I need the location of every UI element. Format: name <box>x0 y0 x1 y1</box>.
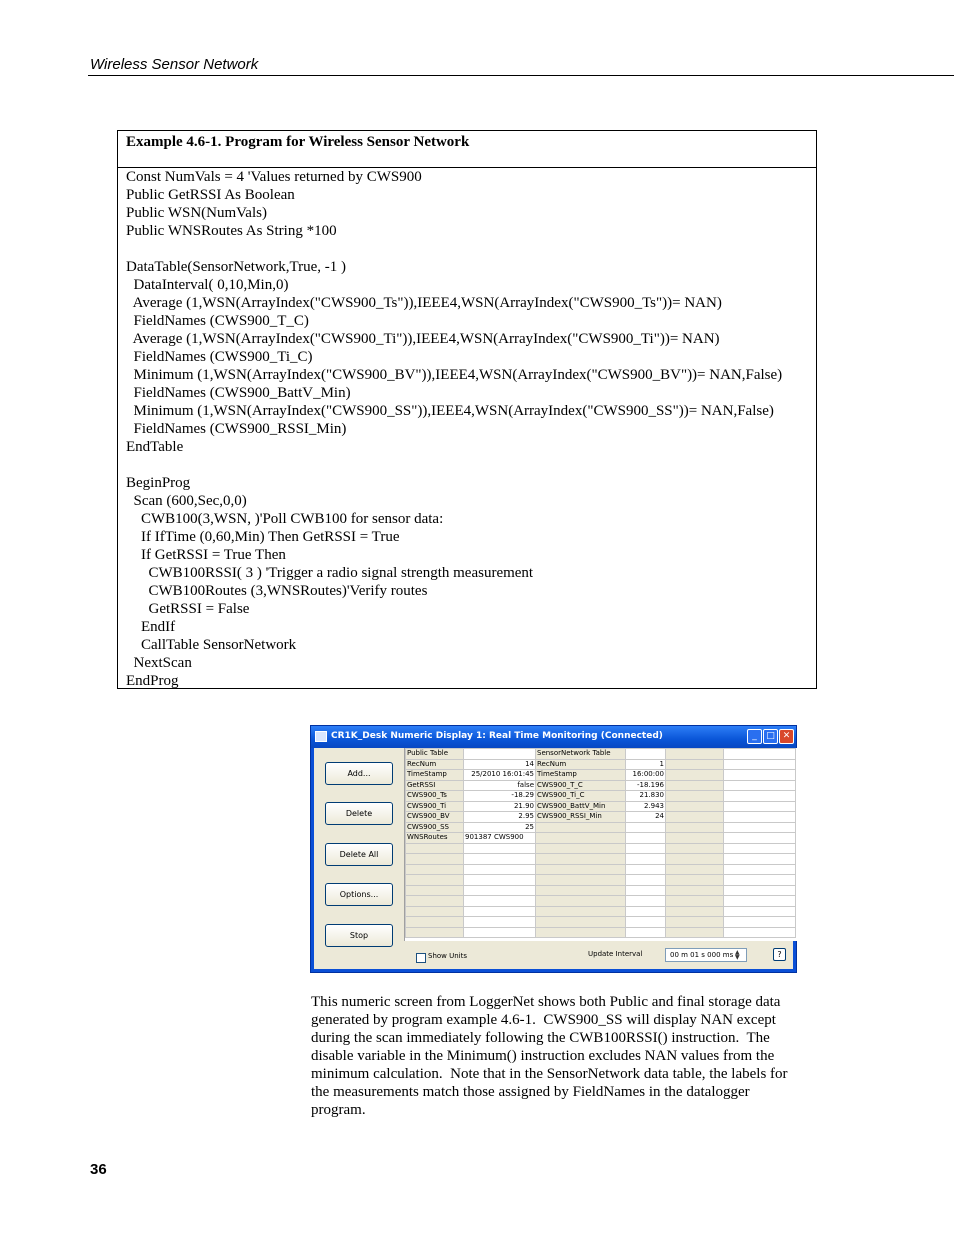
code-line: Average (1,WSN(ArrayIndex("CWS900_Ti")),IEEE4,WSN(ArrayIndex("CWS900_Ti"))= NAN) <box>126 331 720 347</box>
grid-label-cell[interactable] <box>406 917 464 928</box>
grid-value-cell[interactable] <box>724 875 796 886</box>
grid-row <box>406 906 796 917</box>
grid-value-cell[interactable] <box>724 917 796 928</box>
code-line: GetRSSI = False <box>126 601 250 617</box>
figure-caption <box>311 993 811 1119</box>
code-line: EndIf <box>126 619 176 635</box>
code-line: FieldNames (CWS900_Ti_C) <box>126 349 313 365</box>
grid-value-cell[interactable] <box>724 801 796 812</box>
grid-value-cell[interactable] <box>724 906 796 917</box>
grid-value-cell[interactable] <box>464 896 536 907</box>
code-line: Average (1,WSN(ArrayIndex("CWS900_Ts")),IEEE4,WSN(ArrayIndex("CWS900_Ts"))= NAN) <box>126 295 722 311</box>
grid-row <box>406 885 796 896</box>
grid-label-cell[interactable] <box>406 927 464 938</box>
code-line: Public WNSRoutes As String *100 <box>126 223 337 239</box>
minimize-icon[interactable]: _ <box>747 729 762 744</box>
delete-button[interactable]: Delete <box>325 802 393 825</box>
grid-row <box>406 770 796 781</box>
grid-value-cell[interactable]: 2.943 <box>626 801 666 812</box>
grid-label-cell[interactable]: CWS900_RSSI_Min <box>536 812 626 823</box>
grid-row <box>406 749 796 760</box>
code-line: Scan (600,Sec,0,0) <box>126 493 247 509</box>
grid-label-cell[interactable]: RecNum <box>406 759 464 770</box>
caption-line: program. <box>311 1102 366 1118</box>
grid-value-cell[interactable] <box>464 864 536 875</box>
grid-label-cell[interactable] <box>406 843 464 854</box>
update-interval-field[interactable] <box>665 948 747 962</box>
grid-label-cell[interactable]: SensorNetwork Table <box>536 749 626 760</box>
grid-label-cell[interactable] <box>536 906 626 917</box>
grid-row <box>406 875 796 886</box>
stop-button[interactable]: Stop <box>325 924 393 947</box>
grid-label-cell[interactable]: CWS900_Ti <box>406 801 464 812</box>
code-line <box>126 240 816 258</box>
grid-value-cell[interactable] <box>724 896 796 907</box>
grid-label-cell[interactable] <box>406 906 464 917</box>
app-icon <box>315 731 327 742</box>
grid-label-cell[interactable] <box>406 885 464 896</box>
code-line: If IfTime (0,60,Min) Then GetRSSI = True <box>126 529 400 545</box>
grid-value-cell[interactable]: 21.830 <box>626 791 666 802</box>
grid-value-cell[interactable] <box>464 875 536 886</box>
grid-label-cell[interactable] <box>666 822 724 833</box>
grid-label-cell[interactable] <box>666 759 724 770</box>
grid-label-cell[interactable] <box>536 896 626 907</box>
caption-line: the measurements match those assigned by FieldNames in the datalogger <box>311 1084 750 1100</box>
code-line: If GetRSSI = True Then <box>126 547 286 563</box>
grid-label-cell[interactable]: Public Table <box>406 749 464 760</box>
grid-label-cell[interactable] <box>536 854 626 865</box>
window-client <box>314 748 793 969</box>
grid-value-cell[interactable] <box>724 885 796 896</box>
grid-row <box>406 917 796 928</box>
example-box <box>117 130 817 689</box>
grid-value-cell[interactable] <box>626 917 666 928</box>
code-line: CWB100(3,WSN, )'Poll CWB100 for sensor data: <box>126 511 444 527</box>
caption-line: generated by program example 4.6-1. CWS900_SS will display NAN except <box>311 1012 776 1028</box>
grid-label-cell[interactable]: CWS900_T_C <box>536 780 626 791</box>
spinner-icon[interactable]: ▲ ▼ <box>735 949 740 961</box>
close-icon[interactable]: ✕ <box>779 729 794 744</box>
update-interval-label: Update Interval <box>588 950 643 958</box>
grid-value-cell[interactable] <box>626 749 666 760</box>
grid-value-cell[interactable] <box>626 843 666 854</box>
code-line: Public GetRSSI As Boolean <box>126 187 295 203</box>
grid-label-cell[interactable]: GetRSSI <box>406 780 464 791</box>
caption-line: during the scan immediately following the CWB100RSSI() instruction. The <box>311 1030 770 1046</box>
grid-label-cell[interactable] <box>536 917 626 928</box>
grid-value-cell[interactable] <box>464 927 536 938</box>
page-number: 36 <box>90 1161 107 1178</box>
grid-value-cell[interactable] <box>724 843 796 854</box>
code-line: Minimum (1,WSN(ArrayIndex("CWS900_BV")),IEEE4,WSN(ArrayIndex("CWS900_BV"))= NAN,False) <box>126 367 783 383</box>
grid-label-cell[interactable] <box>536 927 626 938</box>
grid-label-cell[interactable] <box>666 749 724 760</box>
code-line: EndProg <box>126 673 179 689</box>
grid-value-cell[interactable] <box>626 854 666 865</box>
grid-label-cell[interactable] <box>666 917 724 928</box>
grid-value-cell[interactable]: 14 <box>464 759 536 770</box>
grid-value-cell[interactable] <box>464 749 536 760</box>
grid-row <box>406 759 796 770</box>
grid-value-cell[interactable] <box>464 854 536 865</box>
grid-value-cell[interactable] <box>724 864 796 875</box>
show-units-label: Show Units <box>428 952 468 960</box>
grid-label-cell[interactable]: TimeStamp <box>536 770 626 781</box>
grid-label-cell[interactable] <box>536 843 626 854</box>
grid-row <box>406 780 796 791</box>
grid-label-cell[interactable]: CWS900_BV <box>406 812 464 823</box>
grid-value-cell[interactable]: 1 <box>626 759 666 770</box>
code-line: DataInterval( 0,10,Min,0) <box>126 277 289 293</box>
grid-value-cell[interactable]: 901387 CWS900 <box>464 833 536 844</box>
grid-label-cell[interactable]: CWS900_BattV_Min <box>536 801 626 812</box>
grid-label-cell[interactable]: CWS900_SS <box>406 822 464 833</box>
code-line: FieldNames (CWS900_T_C) <box>126 313 309 329</box>
caption-line: disable variable in the Minimum() instruction excludes NAN values from the <box>311 1048 775 1064</box>
code-line: NextScan <box>126 655 192 671</box>
numeric-grid-table <box>405 748 796 938</box>
grid-value-cell[interactable]: 16:00:00 <box>626 770 666 781</box>
grid-label-cell[interactable] <box>536 864 626 875</box>
grid-label-cell[interactable] <box>666 791 724 802</box>
options-button[interactable]: Options... <box>325 883 393 906</box>
grid-value-cell[interactable]: -18.29 <box>464 791 536 802</box>
grid-value-cell[interactable] <box>724 854 796 865</box>
grid-label-cell[interactable] <box>666 927 724 938</box>
grid-value-cell[interactable] <box>626 885 666 896</box>
code-line: BeginProg <box>126 475 191 491</box>
caption-line: This numeric screen from LoggerNet shows both Public and final storage data <box>311 994 781 1010</box>
grid-value-cell[interactable] <box>724 759 796 770</box>
code-line: EndTable <box>126 439 184 455</box>
grid-value-cell[interactable] <box>724 780 796 791</box>
grid-label-cell[interactable] <box>666 885 724 896</box>
grid-label-cell[interactable]: RecNum <box>536 759 626 770</box>
grid-value-cell[interactable]: 21.90 <box>464 801 536 812</box>
grid-value-cell[interactable] <box>724 749 796 760</box>
code-line: FieldNames (CWS900_RSSI_Min) <box>126 421 347 437</box>
grid-value-cell[interactable] <box>626 875 666 886</box>
grid-label-cell[interactable] <box>666 780 724 791</box>
grid-label-cell[interactable] <box>536 875 626 886</box>
grid-value-cell[interactable] <box>626 833 666 844</box>
update-interval-value: 00 m 01 s 000 ms <box>670 951 734 959</box>
code-line: CWB100Routes (3,WNSRoutes)'Verify routes <box>126 583 428 599</box>
grid-label-cell[interactable] <box>406 864 464 875</box>
window-title: CR1K_Desk Numeric Display 1: Real Time Monitoring (Connected) <box>331 731 663 741</box>
grid-value-cell[interactable] <box>626 864 666 875</box>
grid-row <box>406 801 796 812</box>
grid-value-cell[interactable]: false <box>464 780 536 791</box>
code-line: CallTable SensorNetwork <box>126 637 297 653</box>
grid-value-cell[interactable]: 25 <box>464 822 536 833</box>
grid-label-cell[interactable] <box>536 833 626 844</box>
code-line: Const NumVals = 4 'Values returned by CWS900 <box>126 169 422 185</box>
grid-label-cell[interactable] <box>666 906 724 917</box>
grid-value-cell[interactable]: 2.95 <box>464 812 536 823</box>
code-line: FieldNames (CWS900_BattV_Min) <box>126 385 351 401</box>
code-line: Public WSN(NumVals) <box>126 205 267 221</box>
grid-row <box>406 927 796 938</box>
grid-value-cell[interactable] <box>626 822 666 833</box>
delete-all-button[interactable]: Delete All <box>325 843 393 866</box>
grid-row <box>406 812 796 823</box>
grid-label-cell[interactable] <box>666 770 724 781</box>
numeric-display-window <box>310 725 797 973</box>
add-button[interactable]: Add... <box>325 762 393 785</box>
grid-value-cell[interactable]: 24 <box>626 812 666 823</box>
grid-row <box>406 864 796 875</box>
header-rule <box>88 75 954 76</box>
grid-value-cell[interactable] <box>626 906 666 917</box>
grid-value-cell[interactable] <box>724 812 796 823</box>
code-line: DataTable(SensorNetwork,True, -1 ) <box>126 259 347 275</box>
grid-value-cell[interactable]: 25/2010 16:01:45 <box>464 770 536 781</box>
grid-label-cell[interactable]: CWS900_Ts <box>406 791 464 802</box>
grid-value-cell[interactable] <box>724 791 796 802</box>
window-titlebar[interactable] <box>311 726 796 748</box>
grid-label-cell[interactable] <box>666 801 724 812</box>
grid-value-cell[interactable] <box>464 843 536 854</box>
code-block <box>118 168 816 690</box>
grid-label-cell[interactable]: CWS900_Ti_C <box>536 791 626 802</box>
grid-label-cell[interactable]: TimeStamp <box>406 770 464 781</box>
grid-row <box>406 854 796 865</box>
grid-label-cell[interactable] <box>406 896 464 907</box>
grid-label-cell[interactable] <box>536 822 626 833</box>
caption-line: minimum calculation. Note that in the SensorNetwork data table, the labels for <box>311 1066 788 1082</box>
maximize-icon[interactable]: □ <box>763 729 778 744</box>
grid-label-cell[interactable] <box>666 843 724 854</box>
code-line <box>126 456 816 474</box>
grid-value-cell[interactable] <box>724 770 796 781</box>
grid-value-cell[interactable] <box>626 927 666 938</box>
grid-value-cell[interactable] <box>724 927 796 938</box>
grid-row <box>406 833 796 844</box>
grid-label-cell[interactable] <box>666 854 724 865</box>
numeric-grid[interactable] <box>404 748 797 941</box>
grid-label-cell[interactable] <box>406 854 464 865</box>
grid-label-cell[interactable] <box>666 833 724 844</box>
grid-label-cell[interactable] <box>666 896 724 907</box>
grid-value-cell[interactable]: -18.196 <box>626 780 666 791</box>
help-button[interactable]: ? <box>773 948 786 961</box>
code-line: CWB100RSSI( 3 ) 'Trigger a radio signal strength measurement <box>126 565 534 581</box>
grid-row <box>406 843 796 854</box>
show-units-checkbox[interactable] <box>416 953 426 963</box>
grid-value-cell[interactable] <box>464 906 536 917</box>
grid-row <box>406 791 796 802</box>
grid-label-cell[interactable]: WNSRoutes <box>406 833 464 844</box>
grid-label-cell[interactable] <box>666 875 724 886</box>
running-header: Wireless Sensor Network <box>90 56 259 73</box>
grid-label-cell[interactable] <box>536 885 626 896</box>
grid-value-cell[interactable] <box>724 822 796 833</box>
grid-label-cell[interactable] <box>666 864 724 875</box>
grid-row <box>406 822 796 833</box>
grid-value-cell[interactable] <box>724 833 796 844</box>
grid-value-cell[interactable] <box>464 885 536 896</box>
grid-label-cell[interactable] <box>666 812 724 823</box>
example-title: Example 4.6-1. Program for Wireless Sensor Network <box>118 131 816 168</box>
code-line: Minimum (1,WSN(ArrayIndex("CWS900_SS")),IEEE4,WSN(ArrayIndex("CWS900_SS"))= NAN,False) <box>126 403 774 419</box>
grid-label-cell[interactable] <box>406 875 464 886</box>
grid-row <box>406 896 796 907</box>
grid-value-cell[interactable] <box>464 917 536 928</box>
bottom-bar <box>404 944 796 970</box>
grid-value-cell[interactable] <box>626 896 666 907</box>
